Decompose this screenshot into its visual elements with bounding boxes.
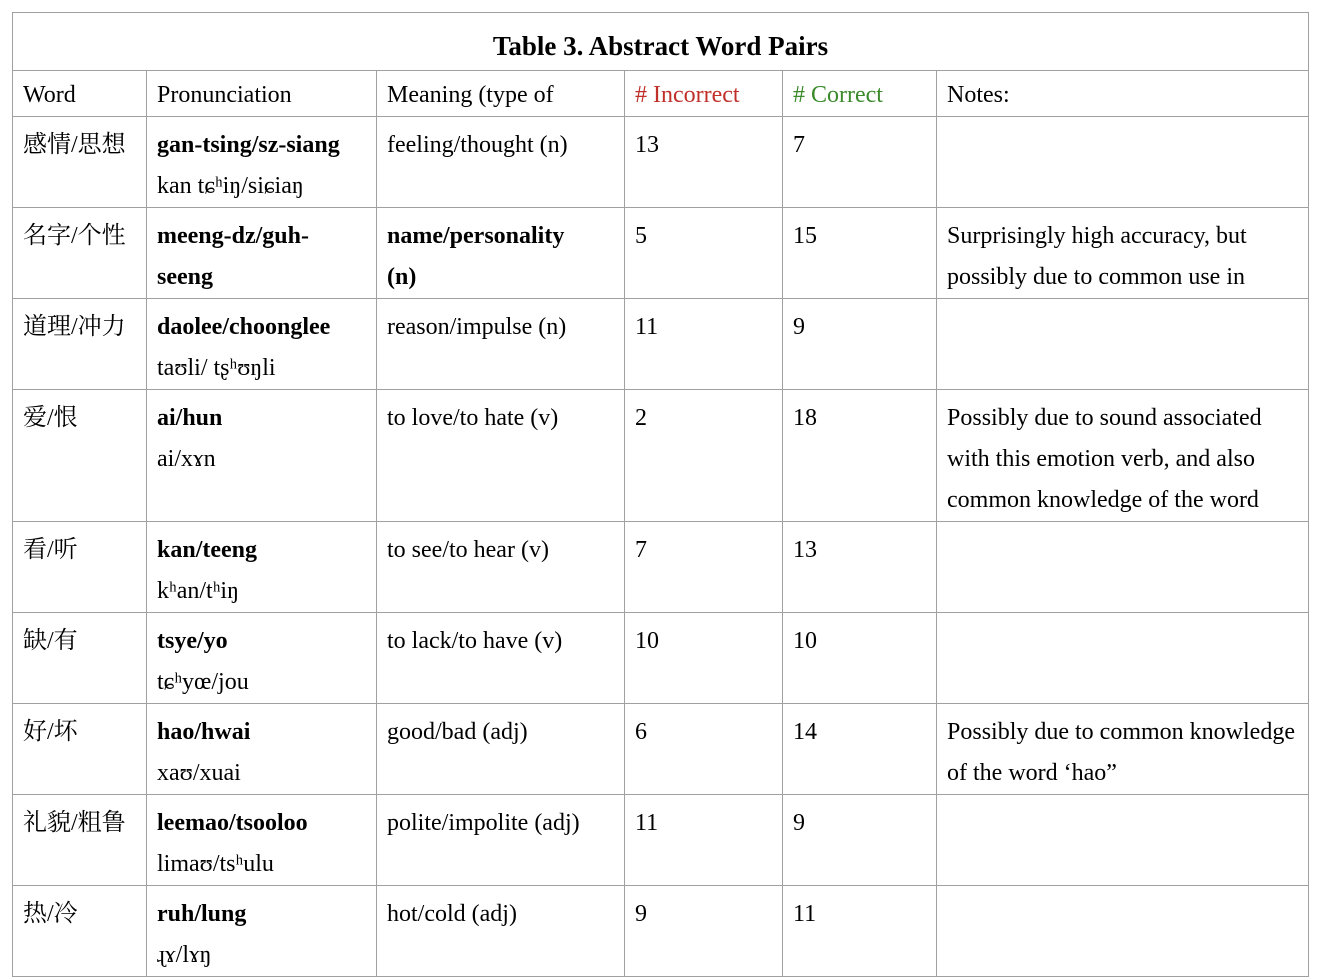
meaning-cell xyxy=(377,208,625,299)
word-cell: 道理/冲力 xyxy=(13,299,147,390)
meaning-cell: good/bad (adj) xyxy=(377,704,625,795)
notes-cell xyxy=(937,299,1309,390)
table-row xyxy=(13,522,1309,613)
header-pronunciation: Pronunciation xyxy=(147,71,377,117)
pronunciation-romanization-cont: seeng xyxy=(157,264,213,290)
meaning-cell: reason/impulse (n) xyxy=(377,299,625,390)
notes-cell xyxy=(937,613,1309,704)
meaning-cell: to lack/to have (v) xyxy=(377,613,625,704)
pronunciation-ipa: kʰan/tʰiŋ xyxy=(157,578,239,604)
incorrect-cell: 5 xyxy=(625,208,783,299)
pronunciation-cell xyxy=(147,208,377,299)
pronunciation-cell xyxy=(147,117,377,208)
correct-cell: 7 xyxy=(783,117,937,208)
pronunciation-romanization: meeng-dz/guh- xyxy=(157,223,309,249)
table-row xyxy=(13,795,1309,886)
pronunciation-romanization: hao/hwai xyxy=(157,719,251,745)
notes-cell: Possibly due to sound associated with this emotion verb, and also common knowledge of the word xyxy=(937,390,1309,522)
word-cell: 看/听 xyxy=(13,522,147,613)
pronunciation-cell xyxy=(147,522,377,613)
correct-cell: 14 xyxy=(783,704,937,795)
pronunciation-romanization: leemao/tsooloo xyxy=(157,810,308,836)
pronunciation-cell xyxy=(147,390,377,522)
word-cell: 礼貌/粗鲁 xyxy=(13,795,147,886)
pronunciation-romanization: ruh/lung xyxy=(157,901,247,927)
pronunciation-romanization: gan-tsing/sz-siang xyxy=(157,132,340,158)
table-row xyxy=(13,704,1309,795)
header-row xyxy=(13,71,1309,117)
header-incorrect: # Incorrect xyxy=(625,71,783,117)
pronunciation-cell xyxy=(147,613,377,704)
correct-cell: 13 xyxy=(783,522,937,613)
pronunciation-romanization: daolee/choonglee xyxy=(157,314,331,340)
notes-cell xyxy=(937,795,1309,886)
table-row xyxy=(13,117,1309,208)
table-row xyxy=(13,390,1309,522)
meaning-line-cont: (n) xyxy=(387,264,417,290)
header-meaning: Meaning (type of xyxy=(377,71,625,117)
pronunciation-romanization: ai/hun xyxy=(157,405,223,431)
abstract-word-pairs-table xyxy=(12,12,1309,977)
incorrect-cell: 7 xyxy=(625,522,783,613)
pronunciation-cell xyxy=(147,795,377,886)
header-word: Word xyxy=(13,71,147,117)
pronunciation-ipa: taʊli/ tʂʰʊŋli xyxy=(157,355,276,381)
word-cell: 好/坏 xyxy=(13,704,147,795)
meaning-cell: to love/to hate (v) xyxy=(377,390,625,522)
pronunciation-cell xyxy=(147,299,377,390)
incorrect-cell: 13 xyxy=(625,117,783,208)
incorrect-cell: 6 xyxy=(625,704,783,795)
word-cell: 名字/个性 xyxy=(13,208,147,299)
meaning-cell: polite/impolite (adj) xyxy=(377,795,625,886)
meaning-cell: feeling/thought (n) xyxy=(377,117,625,208)
word-cell: 感情/思想 xyxy=(13,117,147,208)
pronunciation-romanization: tsye/yo xyxy=(157,628,228,654)
word-cell: 缺/有 xyxy=(13,613,147,704)
pronunciation-ipa: limaʊ/tsʰulu xyxy=(157,851,274,877)
pronunciation-romanization: kan/teeng xyxy=(157,537,258,563)
table-row xyxy=(13,299,1309,390)
meaning-cell: hot/cold (adj) xyxy=(377,886,625,977)
table-title: Table 3. Abstract Word Pairs xyxy=(13,13,1309,71)
table-row xyxy=(13,886,1309,977)
pronunciation-ipa: ai/xɤn xyxy=(157,446,216,472)
pronunciation-cell xyxy=(147,704,377,795)
header-correct: # Correct xyxy=(783,71,937,117)
incorrect-cell: 11 xyxy=(625,795,783,886)
correct-cell: 18 xyxy=(783,390,937,522)
incorrect-cell: 9 xyxy=(625,886,783,977)
incorrect-cell: 10 xyxy=(625,613,783,704)
pronunciation-ipa: kan tɕʰiŋ/siɕiaŋ xyxy=(157,173,304,199)
pronunciation-ipa: ɻɤ/lɤŋ xyxy=(157,942,212,968)
notes-cell: Possibly due to common knowledge of the word ‘hao” xyxy=(937,704,1309,795)
pronunciation-ipa: tɕʰyœ/jou xyxy=(157,669,249,695)
table-row xyxy=(13,613,1309,704)
header-notes: Notes: xyxy=(937,71,1309,117)
meaning-line: name/personality xyxy=(387,223,565,249)
correct-cell: 15 xyxy=(783,208,937,299)
word-cell: 热/冷 xyxy=(13,886,147,977)
notes-cell xyxy=(937,522,1309,613)
table-row xyxy=(13,208,1309,299)
correct-cell: 11 xyxy=(783,886,937,977)
incorrect-cell: 2 xyxy=(625,390,783,522)
notes-cell xyxy=(937,117,1309,208)
incorrect-cell: 11 xyxy=(625,299,783,390)
meaning-cell: to see/to hear (v) xyxy=(377,522,625,613)
correct-cell: 9 xyxy=(783,299,937,390)
word-cell: 爱/恨 xyxy=(13,390,147,522)
correct-cell: 9 xyxy=(783,795,937,886)
notes-cell: Surprisingly high accuracy, but possibly due to common use in xyxy=(937,208,1309,299)
correct-cell: 10 xyxy=(783,613,937,704)
notes-cell xyxy=(937,886,1309,977)
pronunciation-ipa: xaʊ/xuai xyxy=(157,760,241,786)
pronunciation-cell xyxy=(147,886,377,977)
